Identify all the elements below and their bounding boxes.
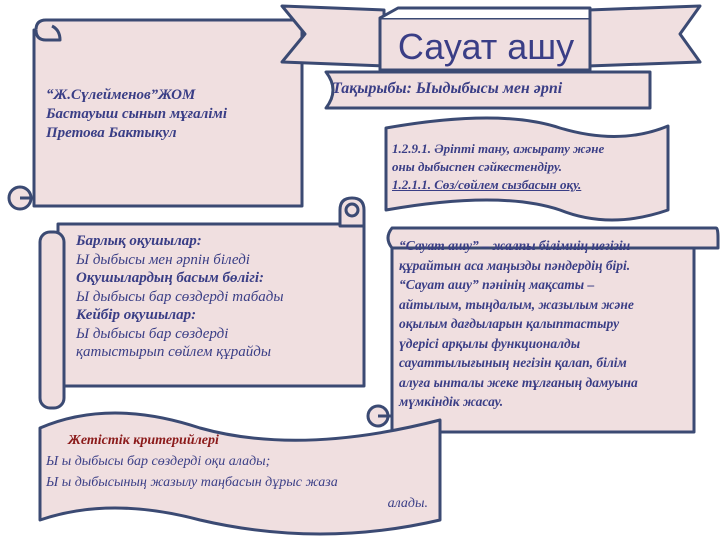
- description-line: “Сауат ашу” – жалпы білімнің негізін: [399, 238, 631, 253]
- criteria-line: алады.: [387, 496, 428, 511]
- level-text-all: Ы дыбысы мен әрпін біледі: [76, 251, 250, 268]
- criteria-line: Ы ы дыбысы бар сөздерді оқи алады;: [46, 454, 271, 469]
- teacher-info: [46, 86, 286, 143]
- subject-description: [399, 236, 699, 412]
- level-heading-all: Барлық оқушылар:: [76, 233, 202, 249]
- level-heading-some: Кейбір оқушылар:: [76, 307, 197, 323]
- description-line: құрайтын аса маңызды пәндердің бірі.: [399, 257, 631, 273]
- description-line: оқылым дағдыларын қалыптастыру: [399, 316, 620, 331]
- level-text-some: қатыстырып сөйлем құрайды: [76, 344, 272, 360]
- learning-objectives: [392, 140, 662, 194]
- objective-line: 1.2.1.1. Сөз/сөйлем сызбасын оқу.: [392, 177, 582, 192]
- criteria-heading: Жетістік критерийлері: [68, 433, 219, 448]
- description-line: сауаттылығының негізін қалап, білім: [399, 355, 627, 370]
- objective-line: оны дыбыспен сәйкестендіру.: [392, 159, 563, 174]
- description-line: “Сауат ашу” пәнінің мақсаты –: [399, 277, 595, 292]
- lesson-topic: Тақырыбы: Ыыдыбысы мен әрпі: [332, 80, 563, 97]
- level-heading-most: Оқушылардың басым бөлігі:: [76, 270, 265, 286]
- description-line: айтылым, тыңдалым, жазылым және: [399, 296, 634, 312]
- learning-levels: [76, 232, 356, 362]
- description-line: алуға ынталы жеке тұлғаның дамуына: [399, 374, 638, 390]
- objective-line: 1.2.9.1. Әріпті тану, ажырату және: [392, 141, 605, 156]
- success-criteria: [46, 430, 428, 514]
- school-name: “Ж.Сүлейменов”ЖОМ: [46, 87, 196, 103]
- level-text-some: Ы дыбысы бар сөздерді: [76, 325, 229, 342]
- teacher-role: Бастауыш сынып мұғалімі: [46, 106, 227, 122]
- description-line: мүмкіндік жасау.: [399, 394, 504, 409]
- criteria-line: Ы ы дыбысының жазылу таңбасын дұрыс жаза: [46, 475, 338, 490]
- page-title: Сауат ашу: [397, 26, 575, 67]
- description-line: үдерісі арқылы функционалды: [399, 335, 581, 351]
- teacher-name: Претова Бактыкул: [46, 125, 177, 141]
- level-text-most: Ы дыбысы бар сөздерді табады: [76, 288, 284, 305]
